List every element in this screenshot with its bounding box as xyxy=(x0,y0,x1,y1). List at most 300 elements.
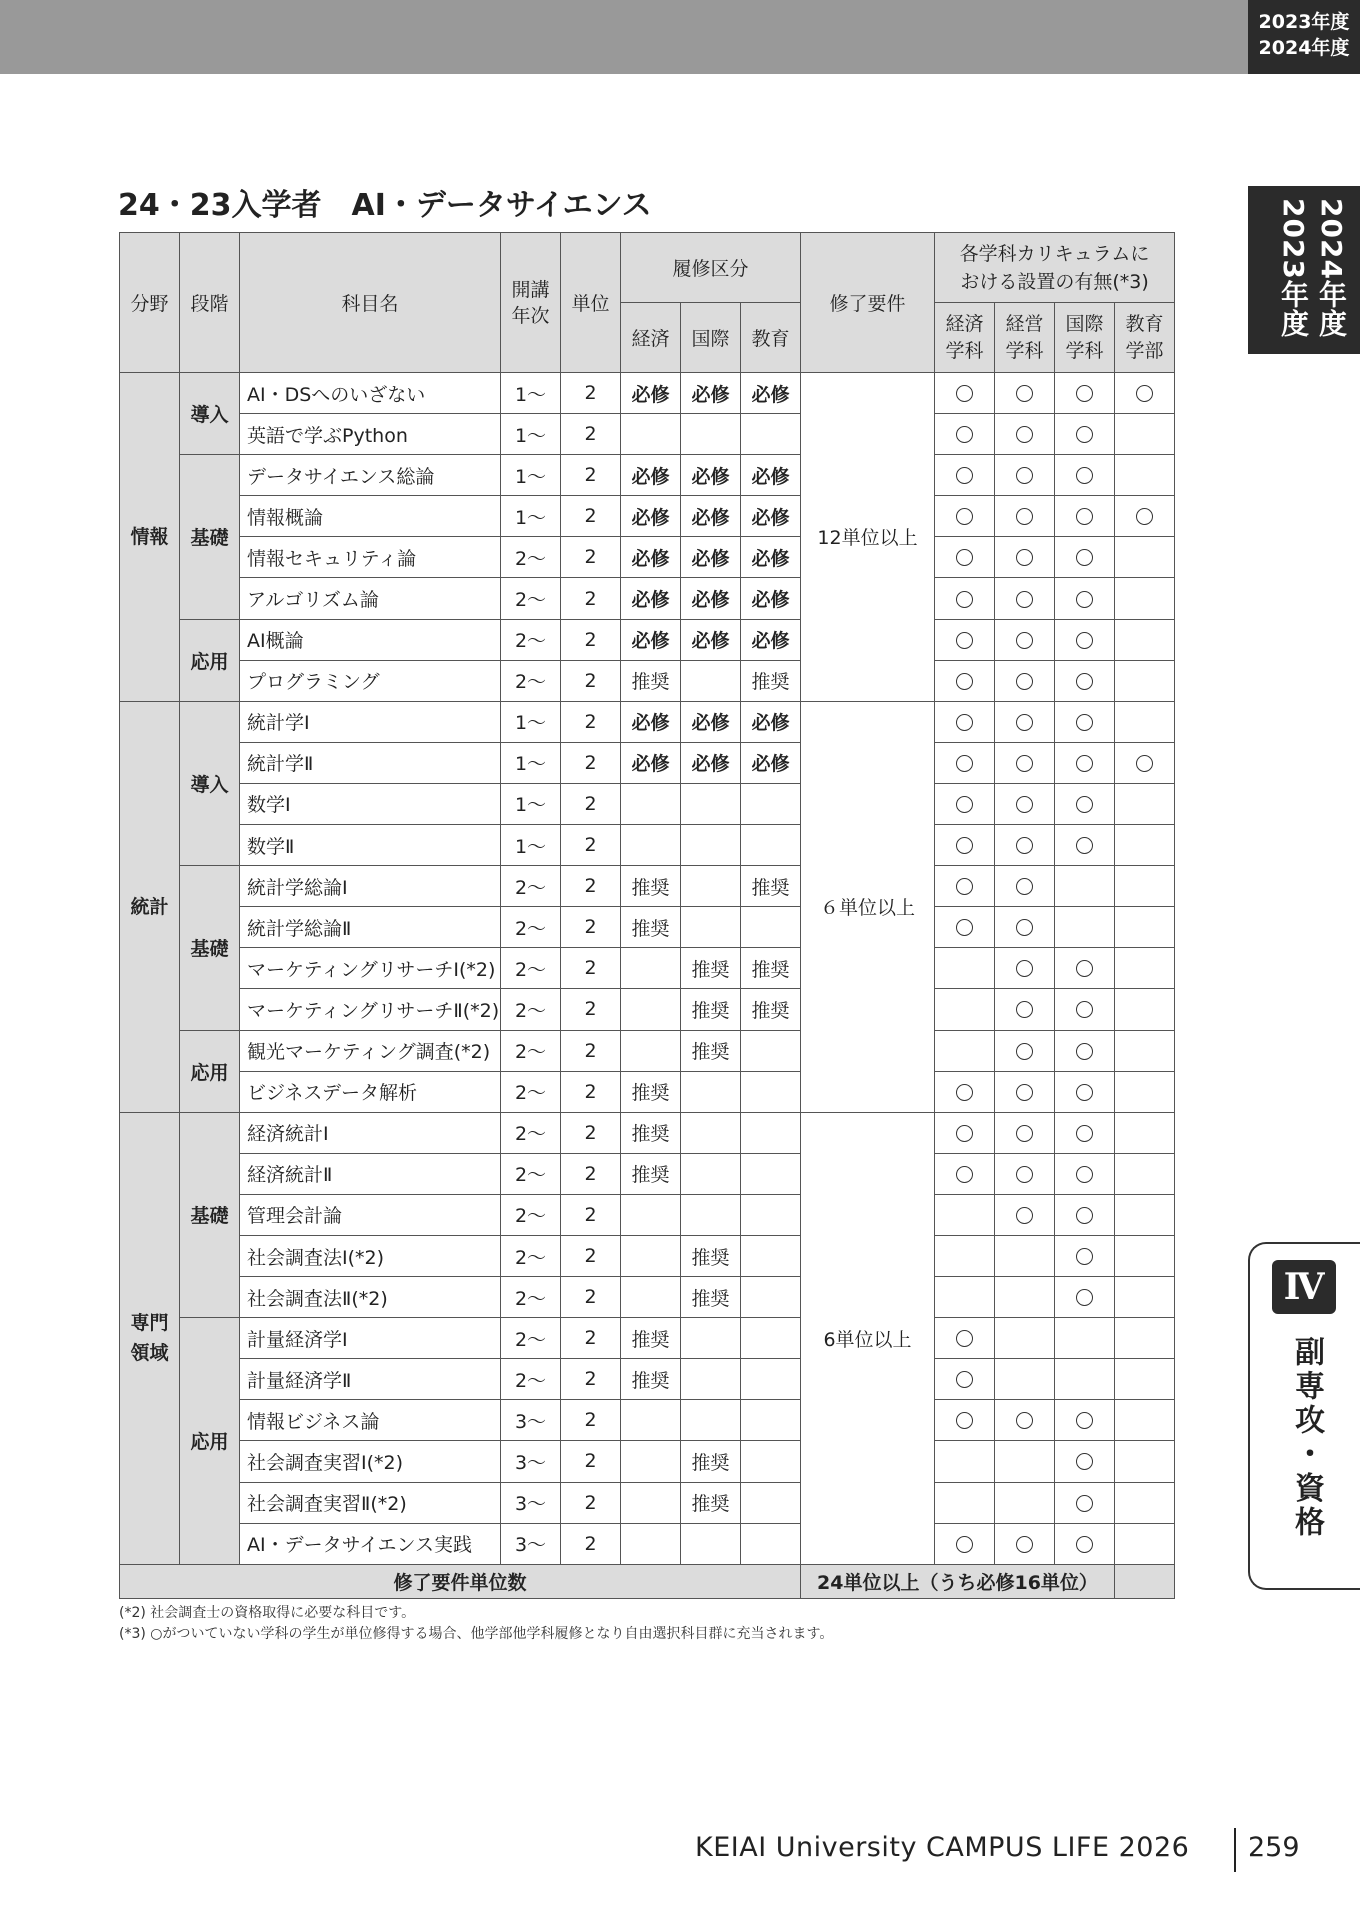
subject-name: AI・データサイエンス実践 xyxy=(240,1523,501,1564)
circle-icon xyxy=(1016,385,1033,402)
curriculum-dept-1 xyxy=(995,619,1055,660)
curriculum-dept-1 xyxy=(995,742,1055,783)
curriculum-dept-3 xyxy=(1115,866,1175,907)
curriculum-dept-1 xyxy=(995,783,1055,824)
circle-icon xyxy=(1076,549,1093,566)
side-year-tab: 2024年度2023年度 xyxy=(1248,186,1360,354)
circle-icon xyxy=(956,1084,973,1101)
category-kyoiku xyxy=(741,1482,801,1523)
field-cell: 統計 xyxy=(120,701,180,1112)
category-keizai xyxy=(621,1194,681,1235)
circle-icon xyxy=(1016,549,1033,566)
circle-icon xyxy=(1016,1043,1033,1060)
year-cell: 2〜 xyxy=(501,948,561,989)
category-kyoiku: 推奨 xyxy=(741,866,801,907)
credits-cell: 2 xyxy=(561,866,621,907)
table-row xyxy=(120,1318,1175,1359)
curriculum-dept-1 xyxy=(995,701,1055,742)
year-cell: 3〜 xyxy=(501,1441,561,1482)
subject-name: 統計学総論Ⅰ xyxy=(240,866,501,907)
credits-cell: 2 xyxy=(561,825,621,866)
curriculum-dept-3 xyxy=(1115,1482,1175,1523)
subject-name: 観光マーケティング調査(*2) xyxy=(240,1030,501,1071)
section-number: Ⅳ xyxy=(1272,1260,1336,1314)
category-kyoiku xyxy=(741,825,801,866)
subject-name: 社会調査実習Ⅰ(*2) xyxy=(240,1441,501,1482)
curriculum-dept-3 xyxy=(1115,1153,1175,1194)
footer-divider xyxy=(1234,1828,1236,1872)
year-badge xyxy=(1248,0,1360,74)
circle-icon xyxy=(1016,632,1033,649)
curriculum-dept-3 xyxy=(1115,1359,1175,1400)
category-keizai: 必修 xyxy=(621,455,681,496)
year-cell: 2〜 xyxy=(501,660,561,701)
category-kyoiku xyxy=(741,1030,801,1071)
subject-name: 数学Ⅰ xyxy=(240,783,501,824)
subject-name: 計量経済学Ⅰ xyxy=(240,1318,501,1359)
credits-cell: 2 xyxy=(561,1194,621,1235)
credits-cell: 2 xyxy=(561,783,621,824)
curriculum-dept-2 xyxy=(1055,989,1115,1030)
circle-icon xyxy=(1016,1536,1033,1553)
credits-cell: 2 xyxy=(561,578,621,619)
credits-cell: 2 xyxy=(561,1277,621,1318)
circle-icon xyxy=(1076,591,1093,608)
curriculum-dept-2 xyxy=(1055,1441,1115,1482)
category-kokusai xyxy=(681,1071,741,1112)
curriculum-dept-0 xyxy=(935,660,995,701)
subject-name: ビジネスデータ解析 xyxy=(240,1071,501,1112)
curriculum-dept-2 xyxy=(1055,742,1115,783)
table-row xyxy=(120,1030,1175,1071)
credits-cell: 2 xyxy=(561,1318,621,1359)
curriculum-dept-2 xyxy=(1055,907,1115,948)
header-category: 履修区分 xyxy=(621,233,801,303)
table-row xyxy=(120,1359,1175,1400)
subject-name: 計量経済学Ⅱ xyxy=(240,1359,501,1400)
category-keizai xyxy=(621,1030,681,1071)
circle-icon xyxy=(956,508,973,525)
curriculum-dept-1 xyxy=(995,948,1055,989)
category-kokusai xyxy=(681,660,741,701)
category-keizai xyxy=(621,414,681,455)
category-kokusai xyxy=(681,1112,741,1153)
curriculum-dept-3 xyxy=(1115,907,1175,948)
curriculum-dept-1 xyxy=(995,825,1055,866)
circle-icon xyxy=(1016,755,1033,772)
category-kokusai xyxy=(681,825,741,866)
category-kokusai xyxy=(681,1318,741,1359)
header-curriculum: 各学科カリキュラムにおける設置の有無(*3) xyxy=(935,233,1175,303)
credits-cell: 2 xyxy=(561,907,621,948)
category-kokusai: 推奨 xyxy=(681,1277,741,1318)
curriculum-dept-1 xyxy=(995,907,1055,948)
category-kyoiku: 必修 xyxy=(741,496,801,537)
circle-icon xyxy=(1076,1043,1093,1060)
table-row xyxy=(120,496,1175,537)
credits-cell: 2 xyxy=(561,1153,621,1194)
footer-label: 修了要件単位数 xyxy=(120,1564,801,1598)
category-kokusai: 必修 xyxy=(681,537,741,578)
curriculum-dept-3 xyxy=(1115,537,1175,578)
table-row xyxy=(120,783,1175,824)
table-row xyxy=(120,1400,1175,1441)
table-row xyxy=(120,1235,1175,1276)
header-cat-kokusai: 国際 xyxy=(681,303,741,373)
top-banner xyxy=(0,0,1248,74)
curriculum-dept-2 xyxy=(1055,948,1115,989)
circle-icon xyxy=(956,1330,973,1347)
curriculum-dept-2 xyxy=(1055,1112,1115,1153)
header-year: 開講年次 xyxy=(501,233,561,373)
category-kokusai: 推奨 xyxy=(681,989,741,1030)
header-dep-keiei: 経営学科 xyxy=(995,303,1055,373)
curriculum-dept-0 xyxy=(935,1071,995,1112)
circle-icon xyxy=(1076,467,1093,484)
credits-cell: 2 xyxy=(561,660,621,701)
credits-cell: 2 xyxy=(561,619,621,660)
category-kyoiku xyxy=(741,1153,801,1194)
curriculum-dept-2 xyxy=(1055,1277,1115,1318)
curriculum-dept-0 xyxy=(935,742,995,783)
credits-cell: 2 xyxy=(561,701,621,742)
category-keizai: 推奨 xyxy=(621,660,681,701)
table-row xyxy=(120,537,1175,578)
credits-cell: 2 xyxy=(561,414,621,455)
category-kokusai xyxy=(681,907,741,948)
category-keizai xyxy=(621,825,681,866)
curriculum-dept-3 xyxy=(1115,1235,1175,1276)
circle-icon xyxy=(1076,1084,1093,1101)
category-kokusai xyxy=(681,866,741,907)
circle-icon xyxy=(1076,673,1093,690)
category-kyoiku xyxy=(741,1441,801,1482)
curriculum-dept-2 xyxy=(1055,578,1115,619)
curriculum-dept-0 xyxy=(935,578,995,619)
curriculum-dept-2 xyxy=(1055,1523,1115,1564)
subject-name: 統計学Ⅰ xyxy=(240,701,501,742)
circle-icon xyxy=(1076,714,1093,731)
curriculum-dept-0 xyxy=(935,496,995,537)
curriculum-dept-1 xyxy=(995,1441,1055,1482)
year-cell: 1〜 xyxy=(501,783,561,824)
circle-icon xyxy=(1016,1125,1033,1142)
circle-icon xyxy=(956,467,973,484)
credits-cell: 2 xyxy=(561,1235,621,1276)
category-kyoiku xyxy=(741,783,801,824)
category-kyoiku: 必修 xyxy=(741,578,801,619)
circle-icon xyxy=(1016,1166,1033,1183)
curriculum-dept-0 xyxy=(935,701,995,742)
curriculum-dept-1 xyxy=(995,1482,1055,1523)
category-kokusai xyxy=(681,1194,741,1235)
credits-cell: 2 xyxy=(561,1482,621,1523)
category-kyoiku xyxy=(741,1235,801,1276)
year-cell: 3〜 xyxy=(501,1400,561,1441)
circle-icon xyxy=(956,632,973,649)
category-keizai xyxy=(621,1523,681,1564)
category-kyoiku: 推奨 xyxy=(741,989,801,1030)
year-cell: 2〜 xyxy=(501,1194,561,1235)
subject-name: 統計学Ⅱ xyxy=(240,742,501,783)
table-row xyxy=(120,989,1175,1030)
curriculum-dept-2 xyxy=(1055,1194,1115,1235)
circle-icon xyxy=(1016,591,1033,608)
category-keizai xyxy=(621,1235,681,1276)
circle-icon xyxy=(956,878,973,895)
circle-icon xyxy=(956,919,973,936)
page-number: 259 xyxy=(1248,1832,1300,1863)
category-keizai xyxy=(621,1277,681,1318)
category-keizai: 必修 xyxy=(621,496,681,537)
year-cell: 2〜 xyxy=(501,578,561,619)
curriculum-dept-3 xyxy=(1115,783,1175,824)
year-cell: 1〜 xyxy=(501,742,561,783)
category-kyoiku xyxy=(741,1359,801,1400)
curriculum-dept-1 xyxy=(995,455,1055,496)
credits-cell: 2 xyxy=(561,496,621,537)
curriculum-dept-2 xyxy=(1055,1030,1115,1071)
curriculum-dept-0 xyxy=(935,1482,995,1523)
credits-cell: 2 xyxy=(561,1030,621,1071)
curriculum-dept-0 xyxy=(935,825,995,866)
curriculum-dept-0 xyxy=(935,1523,995,1564)
category-kokusai: 必修 xyxy=(681,496,741,537)
category-kokusai xyxy=(681,1400,741,1441)
curriculum-table xyxy=(119,232,1175,1599)
curriculum-dept-0 xyxy=(935,907,995,948)
circle-icon xyxy=(1016,1084,1033,1101)
table-row xyxy=(120,578,1175,619)
curriculum-dept-1 xyxy=(995,1523,1055,1564)
curriculum-dept-0 xyxy=(935,1441,995,1482)
circle-icon xyxy=(956,549,973,566)
category-kyoiku xyxy=(741,1194,801,1235)
circle-icon xyxy=(956,673,973,690)
year-cell: 2〜 xyxy=(501,1359,561,1400)
table-row xyxy=(120,742,1175,783)
stage-cell: 基礎 xyxy=(180,866,240,1030)
year-cell: 3〜 xyxy=(501,1482,561,1523)
circle-icon xyxy=(1076,1495,1093,1512)
circle-icon xyxy=(1076,1001,1093,1018)
year-cell: 2〜 xyxy=(501,537,561,578)
category-kokusai: 推奨 xyxy=(681,1441,741,1482)
category-kyoiku xyxy=(741,1277,801,1318)
year-badge-line2: 2024年度 xyxy=(1258,37,1350,59)
credits-cell: 2 xyxy=(561,1071,621,1112)
credits-cell: 2 xyxy=(561,989,621,1030)
field-cell: 情報 xyxy=(120,373,180,702)
category-kyoiku: 必修 xyxy=(741,619,801,660)
category-kokusai: 必修 xyxy=(681,701,741,742)
circle-icon xyxy=(1016,426,1033,443)
curriculum-dept-3 xyxy=(1115,1441,1175,1482)
category-kokusai xyxy=(681,1153,741,1194)
circle-icon xyxy=(1076,1536,1093,1553)
header-cat-kyoiku: 教育 xyxy=(741,303,801,373)
curriculum-dept-3 xyxy=(1115,742,1175,783)
circle-icon xyxy=(1016,837,1033,854)
category-keizai xyxy=(621,1400,681,1441)
curriculum-dept-3 xyxy=(1115,373,1175,414)
category-kokusai: 必修 xyxy=(681,578,741,619)
table-row xyxy=(120,1523,1175,1564)
table-row xyxy=(120,948,1175,989)
category-keizai: 推奨 xyxy=(621,1112,681,1153)
category-kyoiku xyxy=(741,1400,801,1441)
curriculum-dept-1 xyxy=(995,1030,1055,1071)
curriculum-dept-3 xyxy=(1115,701,1175,742)
curriculum-dept-3 xyxy=(1115,948,1175,989)
circle-icon xyxy=(956,1412,973,1429)
subject-name: 社会調査法Ⅰ(*2) xyxy=(240,1235,501,1276)
year-cell: 2〜 xyxy=(501,619,561,660)
subject-name: アルゴリズム論 xyxy=(240,578,501,619)
curriculum-dept-0 xyxy=(935,1359,995,1400)
curriculum-dept-2 xyxy=(1055,1235,1115,1276)
subject-name: マーケティングリサーチⅡ(*2) xyxy=(240,989,501,1030)
circle-icon xyxy=(1016,1001,1033,1018)
curriculum-dept-2 xyxy=(1055,1071,1115,1112)
circle-icon xyxy=(1076,426,1093,443)
subject-name: 数学Ⅱ xyxy=(240,825,501,866)
curriculum-dept-1 xyxy=(995,414,1055,455)
year-cell: 2〜 xyxy=(501,1030,561,1071)
table-row xyxy=(120,701,1175,742)
circle-icon xyxy=(1076,508,1093,525)
stage-cell: 基礎 xyxy=(180,455,240,619)
year-cell: 2〜 xyxy=(501,866,561,907)
footnote-2: (*2) 社会調査士の資格取得に必要な科目です。 xyxy=(119,1605,416,1621)
curriculum-dept-3 xyxy=(1115,1318,1175,1359)
circle-icon xyxy=(1016,673,1033,690)
section-tab[interactable] xyxy=(1248,1242,1360,1590)
circle-icon xyxy=(1076,1166,1093,1183)
category-kyoiku: 必修 xyxy=(741,455,801,496)
year-cell: 2〜 xyxy=(501,1112,561,1153)
subject-name: 英語で学ぶPython xyxy=(240,414,501,455)
subject-name: AI概論 xyxy=(240,619,501,660)
year-cell: 2〜 xyxy=(501,907,561,948)
category-keizai xyxy=(621,948,681,989)
curriculum-dept-3 xyxy=(1115,496,1175,537)
subject-name: 情報ビジネス論 xyxy=(240,1400,501,1441)
curriculum-dept-0 xyxy=(935,373,995,414)
table-row xyxy=(120,660,1175,701)
category-kyoiku xyxy=(741,1523,801,1564)
curriculum-dept-3 xyxy=(1115,1112,1175,1153)
category-kokusai: 推奨 xyxy=(681,1235,741,1276)
curriculum-dept-0 xyxy=(935,619,995,660)
category-keizai: 必修 xyxy=(621,373,681,414)
category-kokusai: 必修 xyxy=(681,373,741,414)
curriculum-dept-3 xyxy=(1115,1071,1175,1112)
requirement-cell: ６単位以上 xyxy=(801,701,935,1112)
curriculum-dept-1 xyxy=(995,1153,1055,1194)
category-keizai xyxy=(621,989,681,1030)
circle-icon xyxy=(1136,508,1153,525)
table-row xyxy=(120,907,1175,948)
subject-name: 経済統計Ⅰ xyxy=(240,1112,501,1153)
table-row xyxy=(120,1153,1175,1194)
footer-blank xyxy=(1115,1564,1175,1598)
subject-name: 社会調査実習Ⅱ(*2) xyxy=(240,1482,501,1523)
table-row xyxy=(120,619,1175,660)
table-row xyxy=(120,866,1175,907)
circle-icon xyxy=(1076,1248,1093,1265)
header-dep-keizai: 経済学科 xyxy=(935,303,995,373)
subject-name: 管理会計論 xyxy=(240,1194,501,1235)
circle-icon xyxy=(1016,1207,1033,1224)
category-kyoiku xyxy=(741,414,801,455)
year-cell: 1〜 xyxy=(501,373,561,414)
category-keizai: 推奨 xyxy=(621,866,681,907)
category-keizai: 必修 xyxy=(621,701,681,742)
table-row xyxy=(120,455,1175,496)
subject-name: 社会調査法Ⅱ(*2) xyxy=(240,1277,501,1318)
credits-cell: 2 xyxy=(561,455,621,496)
category-keizai: 推奨 xyxy=(621,1071,681,1112)
category-keizai: 推奨 xyxy=(621,1359,681,1400)
curriculum-dept-2 xyxy=(1055,373,1115,414)
curriculum-dept-0 xyxy=(935,537,995,578)
curriculum-dept-1 xyxy=(995,1194,1055,1235)
curriculum-dept-0 xyxy=(935,1235,995,1276)
curriculum-dept-0 xyxy=(935,1153,995,1194)
circle-icon xyxy=(1076,1289,1093,1306)
circle-icon xyxy=(1016,960,1033,977)
curriculum-dept-1 xyxy=(995,1359,1055,1400)
table-row xyxy=(120,1277,1175,1318)
curriculum-dept-1 xyxy=(995,496,1055,537)
circle-icon xyxy=(1016,508,1033,525)
circle-icon xyxy=(1016,919,1033,936)
header-subject: 科目名 xyxy=(240,233,501,373)
table-body xyxy=(120,373,1175,1565)
curriculum-dept-1 xyxy=(995,660,1055,701)
circle-icon xyxy=(1076,632,1093,649)
subject-name: AI・DSへのいざない xyxy=(240,373,501,414)
category-kokusai: 推奨 xyxy=(681,948,741,989)
credits-cell: 2 xyxy=(561,1441,621,1482)
category-kyoiku: 必修 xyxy=(741,373,801,414)
category-keizai: 推奨 xyxy=(621,1318,681,1359)
category-kyoiku: 必修 xyxy=(741,537,801,578)
subject-name: データサイエンス総論 xyxy=(240,455,501,496)
category-kyoiku xyxy=(741,1112,801,1153)
curriculum-dept-3 xyxy=(1115,1400,1175,1441)
curriculum-dept-2 xyxy=(1055,537,1115,578)
table-row xyxy=(120,1112,1175,1153)
stage-cell: 導入 xyxy=(180,373,240,455)
curriculum-dept-3 xyxy=(1115,660,1175,701)
curriculum-dept-2 xyxy=(1055,1482,1115,1523)
curriculum-dept-3 xyxy=(1115,825,1175,866)
curriculum-dept-1 xyxy=(995,1318,1055,1359)
circle-icon xyxy=(956,755,973,772)
category-kokusai xyxy=(681,414,741,455)
curriculum-dept-1 xyxy=(995,578,1055,619)
circle-icon xyxy=(1016,796,1033,813)
year-cell: 1〜 xyxy=(501,825,561,866)
circle-icon xyxy=(1016,467,1033,484)
table-row xyxy=(120,414,1175,455)
curriculum-dept-2 xyxy=(1055,866,1115,907)
circle-icon xyxy=(1136,385,1153,402)
circle-icon xyxy=(956,837,973,854)
year-cell: 2〜 xyxy=(501,1277,561,1318)
